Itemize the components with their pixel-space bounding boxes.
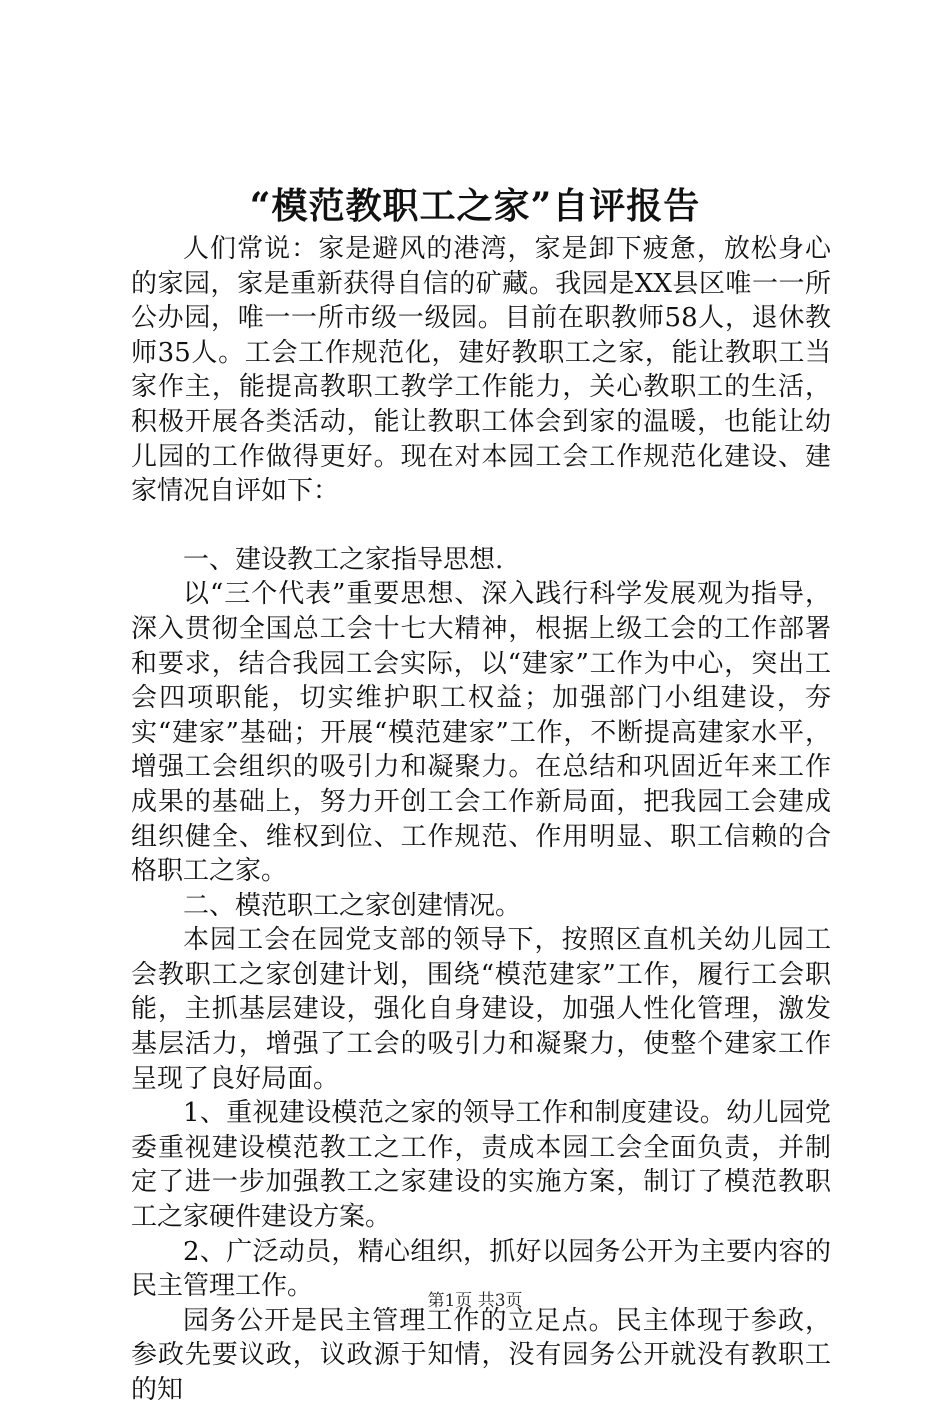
paragraph-item-2: 2、广泛动员，精心组织，抓好以园务公开为主要内容的民主管理工作。 (131, 1236, 831, 1302)
document-title: “模范教职工之家”自评报告 (249, 185, 701, 227)
paragraph-item-1: 1、重视建设模范之家的领导工作和制度建设。幼儿园党委重视建设模范教工之工作，责成本园工会全面负责，并制定了进一步加强教工之家建设的实施方案，制订了模范教职工之家硬件建设方案。 (131, 1098, 831, 1233)
page-number-footer: 第1页 共3页 (427, 1291, 523, 1311)
paragraph-guiding-ideology: 以“三个代表”重要思想、深入践行科学发展观为指导，深入贯彻全国总工会十七大精神，根据上级工会的工作部署和要求，结合我园工会实际，以“建家”工作为中心，突出工会四项职能，切实维护职工权益；加强部门小组建设，夯实“建家”基础；开展“模范建家”工作，不断提高建家水平，增强工会组织的吸引力和凝聚力。在总结和巩固近年来工作成果的基础上，努力开创工会工作新局面，把我园工会建成组织健全、维权到位、工作规范、作用明显、职工信赖的合格职工之家。 (131, 579, 831, 887)
paragraph-affairs-disclosure: 园务公开是民主管理工作的立足点。民主体现于参政，参政先要议政，议政源于知情，没有园务公开就没有教职工的知 (131, 1305, 831, 1405)
section-heading-1: 一、建设教工之家指导思想. (183, 544, 504, 575)
paragraph-intro: 人们常说：家是避风的港湾，家是卸下疲惫，放松身心的家园，家是重新获得自信的矿藏。我园是XX县区唯一一所公办园，唯一一所市级一级园。目前在职教师58人，退休教师35人。工会工作规范化，建好教职工之家，能让教职工当家作主，能提高教职工教学工作能力，关心教职工的生活，积极开展各类活动，能让教职工体会到家的温暖，也能让幼儿园的工作做得更好。现在对本园工会工作规范化建设、建家情况自评如下： (131, 234, 831, 507)
section-heading-2: 二、模范职工之家创建情况。 (183, 890, 522, 921)
paragraph-creation-status: 本园工会在园党支部的领导下，按照区直机关幼儿园工会教职工之家创建计划，围绕“模范建家”工作，履行工会职能，主抓基层建设，强化自身建设，加强人性化管理，激发基层活力，增强了工会的吸引力和凝聚力，使整个建家工作呈现了良好局面。 (131, 925, 831, 1094)
document-body (131, 232, 831, 1408)
